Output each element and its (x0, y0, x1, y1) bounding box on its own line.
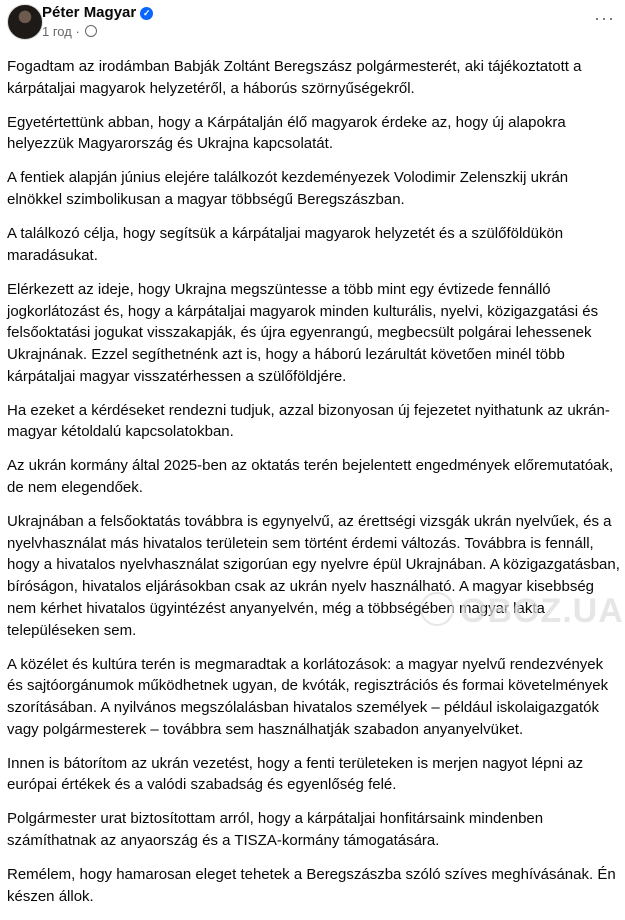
more-options-button[interactable]: ··· (594, 8, 615, 28)
post-paragraph: Fogadtam az irodámban Babják Zoltánt Beregszász polgármesterét, aki tájékoztatott a kárpátaljai magyarok helyzetéről, a háborús szörnyűségekről. (7, 58, 582, 97)
post-paragraph: A találkozó célja, hogy segítsük a kárpátaljai magyarok helyzetét és a szülőföldükön maradásukat. (7, 225, 564, 264)
post-paragraph: Remélem, hogy hamarosan eleget tehetek a Beregszászba szóló szíves meghívásának. Én készen állok. (7, 866, 616, 905)
verified-badge-icon: ✓ (140, 7, 153, 20)
post-paragraph: Elérkezett az ideje, hogy Ukrajna megszüntesse a több mint egy évtizede fennálló jogkorlátozást és, hogy a kárpátaljai magyarok minden kulturális, nyelvi, közigazgatási és felsőoktatási jogukat visszakapják, és újra egyenrangú, megbecsült polgárai lehessenek Ukrajnának. Ezzel segíthetnénk azt is, hogy a háború lezárultát követően minél több kárpátaljai magyar visszatérhessen a szülőföldjére. (7, 280, 599, 385)
post-paragraph: Polgármester urat biztosítottam arról, hogy a kárpátaljai honfitársaink mindenben számíthatnak az anyaország és a TISZA-kormány támogatására. (7, 810, 544, 850)
post-paragraph: Egyetértettünk abban, hogy a Kárpátalján élő magyarok érdeke az, hogy új alapokra helyezzük Magyarország és Ukrajna kapcsolatát. (7, 113, 566, 153)
post-paragraph: Innen is bátorítom az ukrán vezetést, hogy a fenti területeken is merjen nagyot lépni az európai értékek és a valódi szabadság és egyenlőség felé. (7, 754, 584, 794)
post-meta (42, 24, 97, 39)
meta-separator: · (75, 24, 80, 39)
watermark-emblem-icon (420, 592, 454, 626)
post-paragraph: A közélet és kultúra terén is megmaradtak a korlátozások: a magyar nyelvű rendezvények és sajtóorgánumok működhetnek ugyan, de kvóták, regisztrációs és formai követelmények szorításában. A nyilvános megszólalásban hivatalos személyek – például iskolaigazgatók vagy polgármesterek – továbbra sem használhatják szabadon anyanyelvüket. (7, 655, 609, 738)
post-paragraph: Az ukrán kormány által 2025-ben az oktatás terén bejelentett engedmények előremutatóak, de nem elegendőek. (7, 457, 614, 497)
post-paragraph: A fentiek alapján június elejére találkozót kezdeményezek Volodimir Zelenszkij ukrán elnökkel szimbolikusan a magyar többségű Beregszászban. (7, 169, 569, 209)
author-name-row (42, 4, 153, 21)
author-avatar[interactable] (7, 4, 43, 40)
author-name[interactable]: Péter Magyar (42, 4, 137, 21)
post-header (0, 0, 625, 48)
post-text (7, 56, 623, 920)
watermark-text: OBOZ.UA (460, 592, 624, 630)
globe-icon (85, 25, 97, 37)
post-paragraph: Ukrajnában a felsőoktatás továbbra is egynyelvű, az érettségi vizsgák ukrán nyelvűek, és a nyelvhasználat más hivatalos területein sem történt érdemi változás. Továbbra is fennáll, hogy a hivatalos nyelvhasználat szigorúan egy nyelvre épül Ukrajnában. A közigazgatásban, bíróságon, hivatalos eljárásokban csak az ukrán nyelv használható. A magyar kisebbség nem kérhet hivatalos ügyintézést anyanyelvén, még a többségében magyar lakta településeken sem. (7, 513, 620, 639)
post-time[interactable]: 1 год (42, 24, 72, 39)
post-paragraph: Ha ezeket a kérdéseket rendezni tudjuk, azzal bizonyosan új fejezetet nyithatunk az ukrán-magyar kétoldalú kapcsolatokban. (7, 401, 610, 441)
watermark-logo (420, 592, 624, 631)
